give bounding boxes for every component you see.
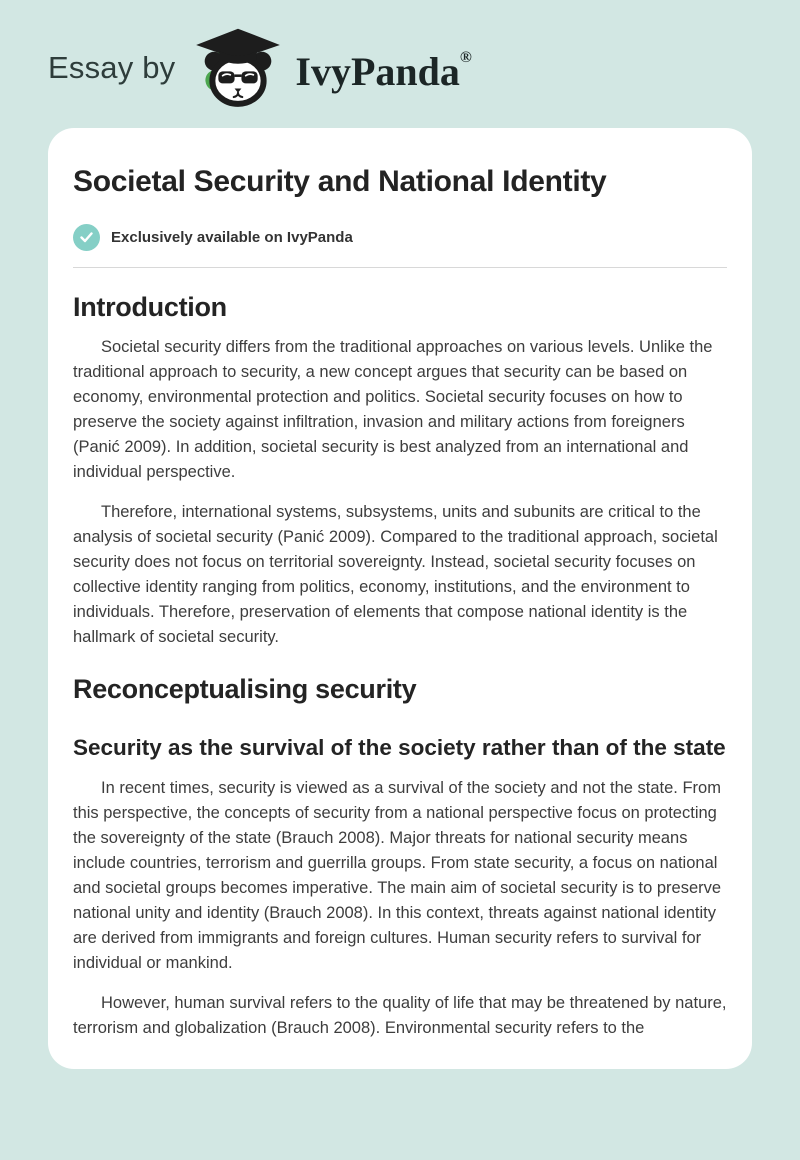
section-heading-introduction: Introduction (73, 292, 227, 322)
paragraph-intro-1: Societal security differs from the traditional approaches on various levels. Unlike the traditional approach to security, a new concept argues that security can be based on economy, environmental protection and politics. Societal security focuses on how to preserve the society against infiltration, invasion and military actions from foreigners (Panić 2009). In addition, societal security is best analyzed from an international and individual perspective. (73, 338, 713, 481)
paragraph-intro-2: Therefore, international systems, subsystems, units and subunits are critical to the analysis of societal security (Panić 2009). Compared to the traditional approach, societal security does not focus on territorial sovereignty. Instead, societal security focuses on collective identity ranging from politics, economy, institutions, and the environment to individuals. Therefore, preservation of elements that compose national identity is the hallmark of societal security. (73, 503, 718, 646)
subsection-heading-survival: Security as the survival of the society rather than of the state (73, 735, 726, 760)
paragraph-survival-1: In recent times, security is viewed as a survival of the society and not the state. From this perspective, the concepts of security from a national perspective focus on protecting the sovereignty of the state (Brauch 2008). Major threats for national security means include countries, terrorism and guerrilla groups. From state security, a focus on national and societal groups becomes imperative. The main aim of societal security is to preserve national unity and identity (Brauch 2008). In this context, threats against national identity are derived from immigrants and foreign cultures. Human security refers to survival for individual or mankind. (73, 779, 722, 972)
exclusive-badge (73, 224, 727, 251)
brand-name[interactable] (295, 44, 471, 92)
essay-title: Societal Security and National Identity (73, 165, 607, 198)
panda-graduate-icon[interactable] (191, 27, 285, 109)
registered-mark: ® (459, 49, 472, 66)
exclusive-badge-label: Exclusively available on IvyPanda (111, 229, 353, 246)
essay-by-label: Essay by (48, 50, 176, 85)
divider (73, 267, 727, 268)
essay-card (48, 128, 752, 1069)
section-heading-reconceptualising: Reconceptualising security (73, 674, 417, 704)
check-icon (73, 224, 100, 251)
site-header (0, 0, 800, 106)
brand-text: IvyPanda (295, 49, 460, 94)
paragraph-survival-2: However, human survival refers to the quality of life that may be threatened by nature, terrorism and globalization (Brauch 2008). Environmental security refers to the (73, 994, 727, 1037)
